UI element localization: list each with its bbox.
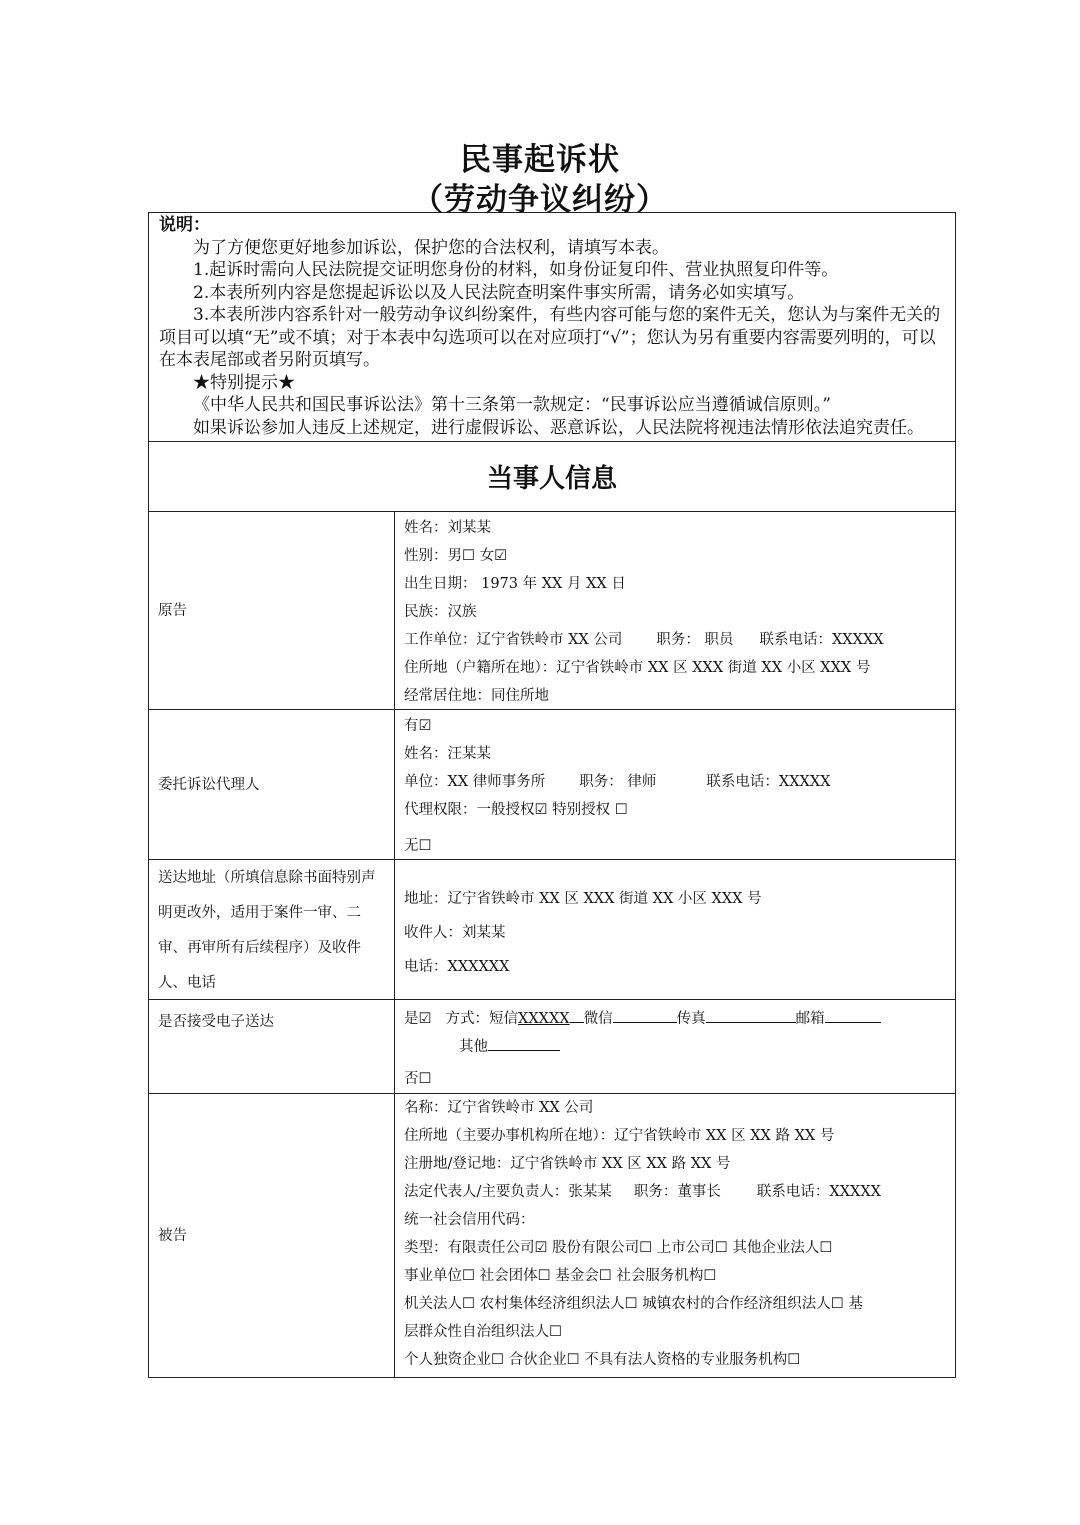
wechat-label: 微信 xyxy=(583,1011,613,1027)
agent-authority[interactable]: 代理权限：一般授权☑ 特别授权 ☐ xyxy=(404,802,628,818)
agent-employment xyxy=(404,768,947,796)
defendant-position[interactable]: 职务：董事长 xyxy=(633,1184,721,1200)
instructions-paragraph: 为了方便您更好地参加诉讼，保护您的合法权利，请填写本表。 xyxy=(193,237,669,258)
email-label: 邮箱 xyxy=(795,1011,825,1027)
electronic-service-row xyxy=(149,1000,955,1094)
agent-row xyxy=(149,710,955,860)
defendant-phone[interactable]: 联系电话：XXXXX xyxy=(756,1184,882,1200)
complaint-form xyxy=(148,212,956,1378)
special-notice-title: ★特别提示★ xyxy=(193,372,295,393)
other-label: 其他 xyxy=(459,1039,488,1055)
other-field[interactable] xyxy=(488,1036,560,1051)
electronic-yes-checkbox[interactable]: 是☑ xyxy=(404,1011,432,1027)
plaintiff-birth-date[interactable]: 出生日期： 1973 年 XX 月 XX 日 xyxy=(404,576,626,592)
agent-has-checkbox[interactable]: 有☑ xyxy=(404,718,432,734)
plaintiff-name[interactable]: 姓名：刘某某 xyxy=(404,520,491,536)
sms-label: 短信 xyxy=(489,1011,518,1027)
instructions-item-3: 3.本表所涉内容系针对一般劳动争议纠纷案件，有些内容可能与您的案件无关，您认为与案件无关的项目可以填“无”或不填；对于本表中勾选项可以在对应项打“√”；您认为另有重要内容需要列明的，可以在本表尾部或者另附页填写。 xyxy=(159,305,941,370)
electronic-yes-line xyxy=(404,1005,947,1033)
fax-label: 传真 xyxy=(676,1011,706,1027)
agent-label: 委托诉讼代理人 xyxy=(149,710,395,859)
defendant-representative[interactable]: 法定代表人/主要负责人：张某某 xyxy=(404,1184,612,1200)
document-title: 民事起诉状 xyxy=(460,142,620,178)
plaintiff-work-unit[interactable]: 工作单位：辽宁省铁岭市 XX 公司 xyxy=(404,632,623,648)
plaintiff-habitual-residence[interactable]: 经常居住地：同住所地 xyxy=(404,688,549,704)
defendant-registered-address[interactable]: 注册地/登记地：辽宁省铁岭市 XX 区 XX 路 XX 号 xyxy=(404,1156,731,1172)
defendant-residence[interactable]: 住所地（主要办事机构所在地）：辽宁省铁岭市 XX 区 XX 路 XX 号 xyxy=(404,1128,835,1144)
defendant-type-line-1[interactable]: 类型：有限责任公司☑ 股份有限公司☐ 上市公司☐ 其他企业法人☐ xyxy=(404,1240,833,1256)
service-address-details xyxy=(395,860,955,999)
agent-details xyxy=(395,710,955,859)
defendant-credit-code[interactable]: 统一社会信用代码： xyxy=(404,1212,535,1228)
service-address-row xyxy=(149,860,955,1000)
document-subtitle: （劳动争议纠纷） xyxy=(412,182,668,218)
electronic-no-checkbox[interactable]: 否☐ xyxy=(404,1071,432,1087)
fax-field[interactable] xyxy=(706,1008,796,1023)
agent-position[interactable]: 职务： 律师 xyxy=(579,774,657,790)
plaintiff-ethnicity[interactable]: 民族：汉族 xyxy=(404,604,477,620)
special-notice-law: 《中华人民共和国民事诉讼法》第十三条第一款规定：“民事诉讼应当遵循诚信原则。” xyxy=(193,395,831,415)
section-title-parties: 当事人信息 xyxy=(149,442,955,512)
defendant-name[interactable]: 名称：辽宁省铁岭市 XX 公司 xyxy=(404,1100,594,1116)
plaintiff-residence[interactable]: 住所地（户籍所在地）：辽宁省铁岭市 XX 区 XXX 街道 XX 小区 XXX 号 xyxy=(404,660,871,676)
defendant-type-line-3[interactable]: 机关法人☐ 农村集体经济组织法人☐ 城镇农村的合作经济组织法人☐ 基 xyxy=(404,1296,863,1312)
agent-phone[interactable]: 联系电话：XXXXX xyxy=(706,774,831,790)
electronic-service-label: 是否接受电子送达 xyxy=(149,1000,395,1093)
agent-name[interactable]: 姓名：汪某某 xyxy=(404,746,491,762)
email-field[interactable] xyxy=(825,1008,881,1023)
defendant-type-line-2[interactable]: 事业单位☐ 社会团体☐ 基金会☐ 社会服务机构☐ xyxy=(404,1268,717,1284)
defendant-type-line-5[interactable]: 个人独资企业☐ 合伙企业☐ 不具有法人资格的专业服务机构☐ xyxy=(404,1352,801,1368)
plaintiff-details xyxy=(395,512,955,709)
defendant-details xyxy=(395,1094,955,1377)
defendant-representative-line xyxy=(404,1178,947,1206)
wechat-field[interactable] xyxy=(613,1008,677,1023)
plaintiff-phone[interactable]: 联系电话：XXXXX xyxy=(759,632,884,648)
instructions-heading: 说明： xyxy=(159,215,210,235)
electronic-method-label: 方式： xyxy=(445,1011,489,1027)
defendant-label: 被告 xyxy=(149,1094,395,1377)
agent-none-checkbox[interactable]: 无☐ xyxy=(404,838,432,854)
sms-field-tail[interactable] xyxy=(570,1008,584,1023)
electronic-service-details xyxy=(395,1000,955,1093)
plaintiff-gender[interactable]: 性别：男☐ 女☑ xyxy=(404,548,508,564)
plaintiff-position[interactable]: 职务： 职员 xyxy=(656,632,734,648)
plaintiff-row xyxy=(149,512,955,710)
plaintiff-label: 原告 xyxy=(149,512,395,709)
defendant-row xyxy=(149,1094,955,1377)
agent-unit[interactable]: 单位：XX 律师事务所 xyxy=(404,774,546,790)
special-notice-warning: 如果诉讼参加人违反上述规定，进行虚假诉讼、恶意诉讼，人民法院将视违法情形依法追究责任。 xyxy=(193,417,924,438)
service-phone[interactable]: 电话：XXXXXX xyxy=(404,959,510,975)
service-recipient[interactable]: 收件人：刘某某 xyxy=(404,925,506,941)
sms-field[interactable]: XXXXX xyxy=(518,1011,570,1027)
service-address-label: 送达地址（所填信息除书面特别声明更改外，适用于案件一审、二审、再审所有后续程序）及收件人、电话 xyxy=(149,860,395,999)
instructions-block xyxy=(149,213,955,442)
defendant-type-line-4[interactable]: 层群众性自治组织法人☐ xyxy=(404,1324,562,1340)
plaintiff-employment xyxy=(404,626,947,654)
instructions-item-1: 1.起诉时需向人民法院提交证明您身份的材料，如身份证复印件、营业执照复印件等。 xyxy=(193,260,839,280)
electronic-other-line xyxy=(404,1033,947,1061)
service-address[interactable]: 地址：辽宁省铁岭市 XX 区 XXX 街道 XX 小区 XXX 号 xyxy=(404,891,762,907)
instructions-item-2: 2.本表所列内容是您提起诉讼以及人民法院查明案件事实所需，请务必如实填写。 xyxy=(193,282,805,303)
